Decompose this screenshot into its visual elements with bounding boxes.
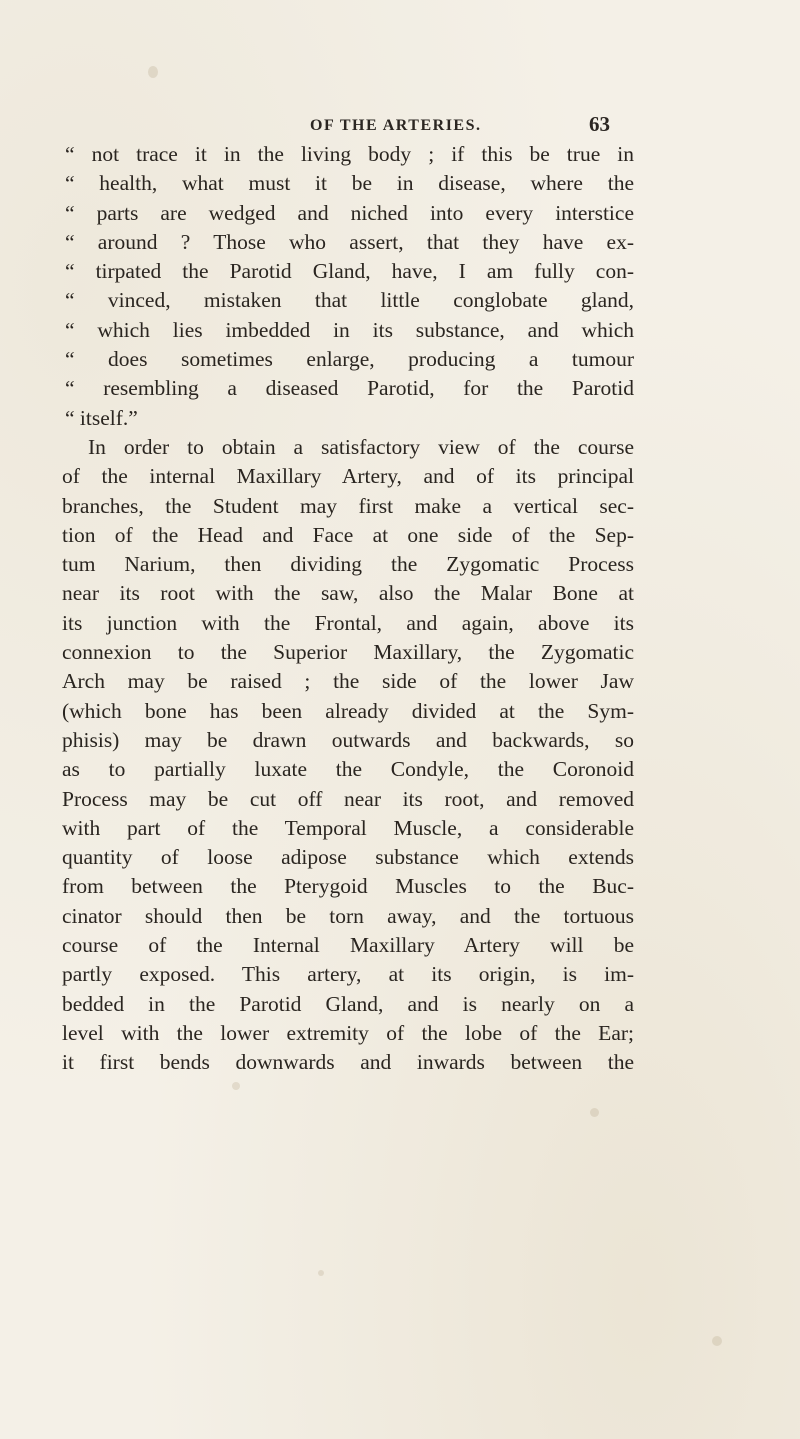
text-line: “ resembling a diseased Parotid, for the Parotid [65,376,634,401]
text-line: course of the Internal Maxillary Artery will be [62,933,634,958]
text-line: “ does sometimes enlarge, producing a tumour [65,347,634,372]
text-line: “ itself.” [65,405,138,430]
text-line: tion of the Head and Face at one side of the Sep- [62,522,634,547]
text-line: near its root with the saw, also the Malar Bone at [62,581,634,606]
paper-stain [712,1336,722,1346]
text-line: its junction with the Frontal, and again, above its [62,610,634,635]
text-line: “ health, what must it be in disease, where the [65,171,634,196]
text-line: from between the Pterygoid Muscles to the Buc- [62,874,634,899]
text-line: bedded in the Parotid Gland, and is nearly on a [62,991,634,1016]
text-line: cinator should then be torn away, and the tortuous [62,903,634,928]
text-line: partly exposed. This artery, at its origin, is im- [62,962,634,987]
page-number: 63 [589,112,610,136]
text-line: “ around ? Those who assert, that they have ex- [65,229,634,254]
text-line: Arch may be raised ; the side of the lower Jaw [62,669,634,694]
body-text [62,140,634,1078]
text-line: as to partially luxate the Condyle, the Coronoid [62,757,634,782]
text-line: branches, the Student may first make a vertical sec- [62,493,634,518]
paper-stain [590,1108,599,1117]
text-line: connexion to the Superior Maxillary, the Zygomatic [62,640,634,665]
text-line: “ parts are wedged and niched into every interstice [65,200,634,225]
text-line: with part of the Temporal Muscle, a considerable [62,815,634,840]
text-line: it first bends downwards and inwards between the [62,1050,634,1075]
text-line: phisis) may be drawn outwards and backwards, so [62,727,634,752]
text-line: quantity of loose adipose substance which extends [62,845,634,870]
paper-stain [232,1082,240,1090]
text-line: “ tirpated the Parotid Gland, have, I am fully con- [65,259,634,284]
text-line: (which bone has been already divided at the Sym- [62,698,634,723]
text-line: level with the lower extremity of the lobe of the Ear; [62,1020,634,1045]
text-line: Process may be cut off near its root, and removed [62,786,634,811]
text-line: “ not trace it in the living body ; if this be true in [65,142,634,166]
paper-stain [148,66,158,78]
text-line: tum Narium, then dividing the Zygomatic Process [62,552,634,577]
text-line: of the internal Maxillary Artery, and of its principal [62,464,634,489]
running-head: OF THE ARTERIES. [310,117,482,134]
text-line: “ vinced, mistaken that little conglobate gland, [65,288,634,313]
text-line: In order to obtain a satisfactory view of the course [88,434,634,459]
text-line: “ which lies imbedded in its substance, and which [65,317,634,342]
paper-stain [318,1270,324,1276]
